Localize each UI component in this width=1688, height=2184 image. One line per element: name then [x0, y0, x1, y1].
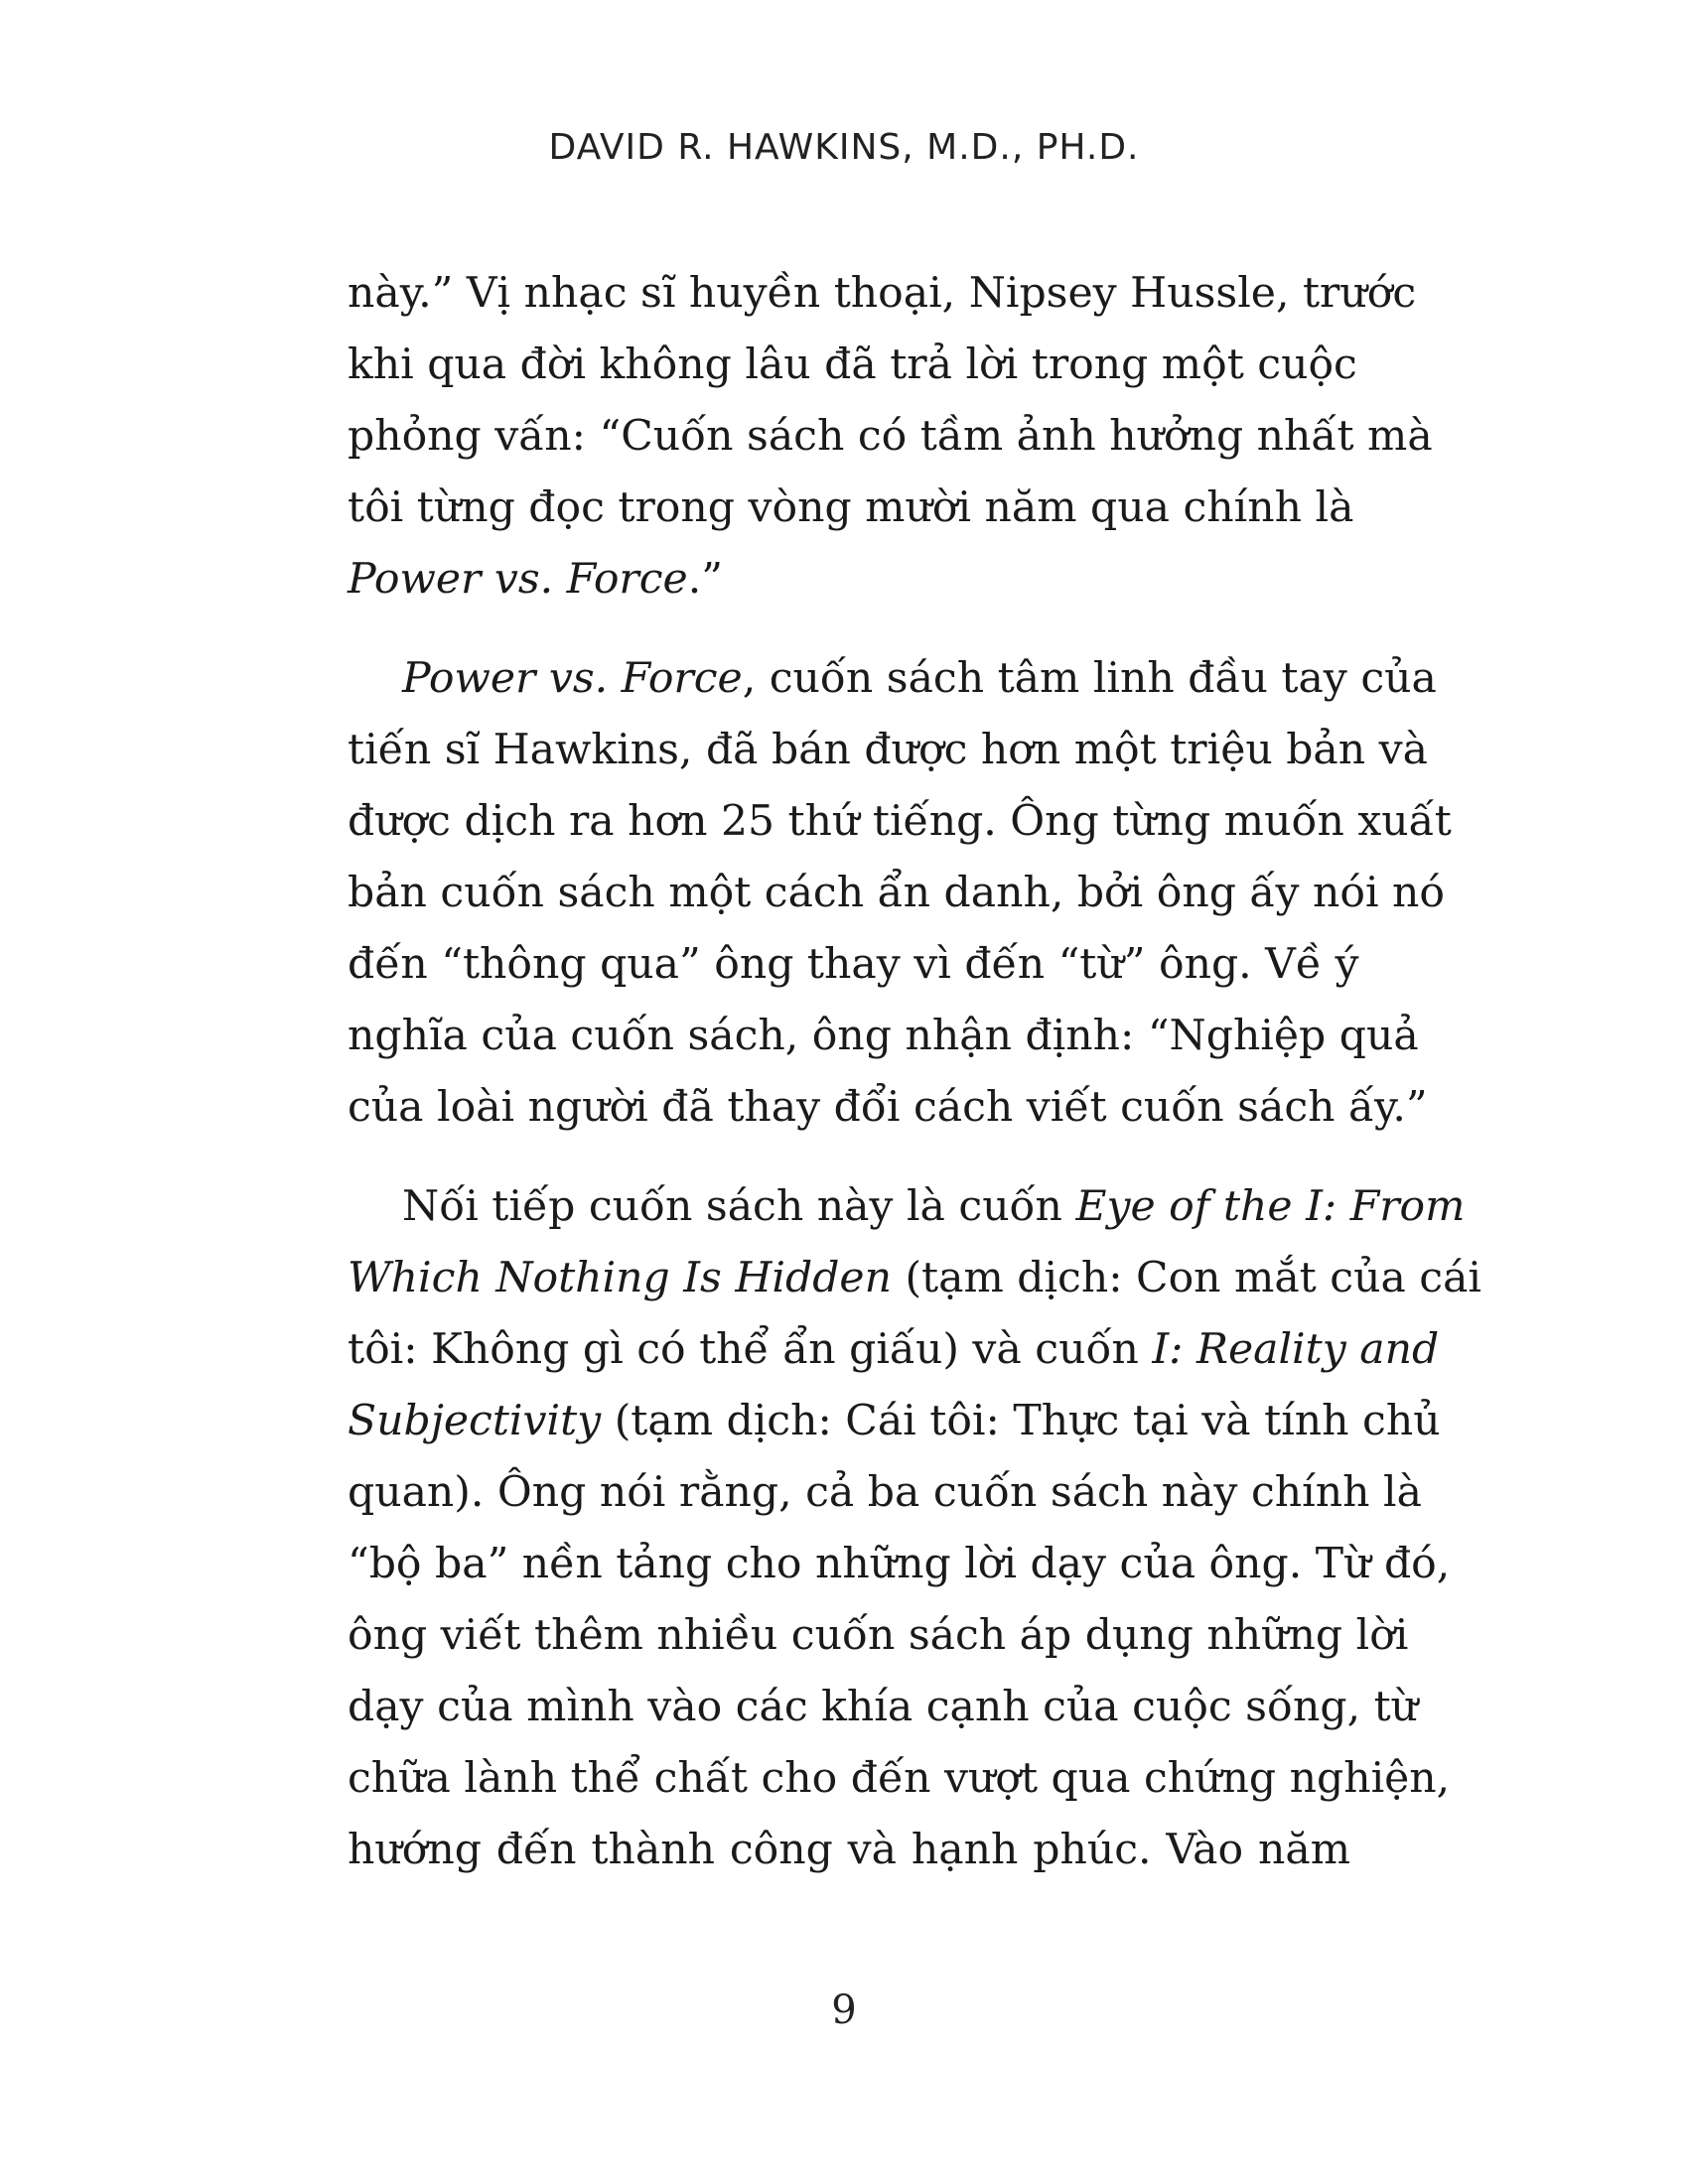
text-line: tiến sĩ Hawkins, đã bán được hơn một triệu bản và [348, 726, 1429, 774]
text-fragment: (tạm dịch: Con mắt của cái [891, 1254, 1482, 1302]
book-title-italic: Power vs. Force [348, 555, 688, 604]
text-fragment: Nối tiếp cuốn sách này là cuốn [402, 1182, 1076, 1231]
text-fragment: (tạm dịch: Cái tôi: Thực tại và tính chủ [601, 1397, 1441, 1445]
text-line: được dịch ra hơn 25 thứ tiếng. Ông từng muốn xuất [348, 797, 1452, 846]
body-text [348, 258, 1482, 1914]
paragraph-2 [348, 643, 1452, 1144]
text-line: phỏng vấn: “Cuốn sách có tầm ảnh hưởng nhất mà [348, 412, 1433, 461]
book-title-italic: Which Nothing Is Hidden [348, 1254, 892, 1302]
text-line: ông viết thêm nhiều cuốn sách áp dụng những lời [348, 1611, 1409, 1660]
text-line [348, 643, 1437, 715]
running-header: DAVID R. HAWKINS, M.D., PH.D. [548, 127, 1140, 168]
paragraph-3 [348, 1171, 1482, 1886]
text-line: khi qua đời không lâu đã trả lời trong một cuộc [348, 341, 1357, 389]
text-fragment: tôi: Không gì có thể ẩn giấu) và cuốn [348, 1325, 1153, 1374]
text-line [348, 544, 1350, 615]
book-title-italic: Power vs. Force [402, 654, 743, 703]
text-line: dạy của mình vào các khía cạnh của cuộc sống, từ [348, 1683, 1419, 1731]
text-line: hướng đến thành công và hạnh phúc. Vào năm [348, 1826, 1350, 1874]
text-line: của loài người đã thay đổi cách viết cuốn sách ấy.” [348, 1083, 1428, 1132]
text-line: tôi từng đọc trong vòng mười năm qua chính là [348, 483, 1354, 532]
page-number: 9 [831, 1987, 857, 2033]
text-line [348, 1386, 1441, 1457]
text-line: “bộ ba” nền tảng cho những lời dạy của ông. Từ đó, [348, 1540, 1451, 1588]
book-title-italic: I: Reality and [1152, 1325, 1440, 1374]
text-line: chữa lành thể chất cho đến vượt qua chứng nghiện, [348, 1754, 1451, 1803]
text-line: đến “thông qua” ông thay vì đến “từ” ông. Về ý [348, 940, 1359, 989]
book-title-italic: Subjectivity [348, 1397, 602, 1445]
text-line: bản cuốn sách một cách ẩn danh, bởi ông ấy nói nó [348, 869, 1445, 917]
text-fragment: .” [687, 555, 723, 604]
text-line: quan). Ông nói rằng, cả ba cuốn sách này chính là [348, 1468, 1422, 1517]
text-fragment: , cuốn sách tâm linh đầu tay của [742, 654, 1437, 703]
book-title-italic: Eye of the I: From [1075, 1182, 1466, 1231]
paragraph-1 [348, 258, 1433, 615]
text-line [348, 1314, 1440, 1386]
text-line [348, 1171, 1466, 1243]
text-line: này.” Vị nhạc sĩ huyền thoại, Nipsey Hussle, trước [348, 269, 1417, 318]
text-line [348, 1243, 1482, 1314]
text-line: nghĩa của cuốn sách, ông nhận định: “Nghiệp quả [348, 1012, 1419, 1060]
